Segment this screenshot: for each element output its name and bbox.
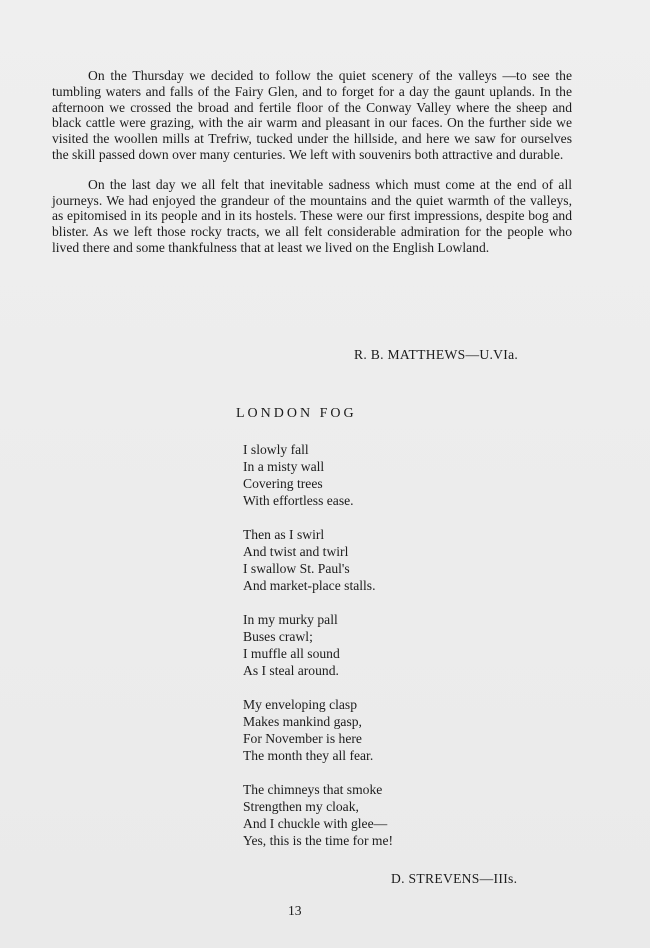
poem-stanza-3 [243,611,393,679]
poem-title: LONDON FOG [236,406,357,421]
poem-line: Yes, this is the time for me! [243,833,394,848]
poem-line: In a misty wall [243,459,325,474]
poem-stanza-4 [243,696,393,764]
poem-line: And market-place stalls. [243,578,376,593]
poem-body [243,441,393,849]
article-paragraph-1: On the Thursday we decided to follow the quiet scenery of the valleys —to see the tumbling waters and falls of the Fairy Glen, and to forget for a day the gaunt uplands. In the afternoon we crossed the broad and fertile floor of the Conway Valley where the sheep and black cattle were grazing, with the air warm and pleasant in our faces. On the further side we visited the woollen mills at Trefriw, tucked under the hillside, and here we saw for ourselves the skill passed down over many centuries. We left with souvenirs both attractive and durable. [52,68,572,162]
poem-line: The chimneys that smoke [243,782,383,797]
poem-line: Strengthen my cloak, [243,799,359,814]
article-signature: R. B. MATTHEWS—U.VIa. [354,347,519,362]
poem-line: Covering trees [243,476,323,491]
poem-line: In my murky pall [243,612,338,627]
poem-line: Then as I swirl [243,527,325,542]
poem-stanza-2 [243,526,393,594]
poem-line: And twist and twirl [243,544,349,559]
poem-line: I muffle all sound [243,646,340,661]
poem-line: And I chuckle with glee— [243,816,388,831]
article-body [52,68,572,256]
poem-line: I slowly fall [243,442,309,457]
poem-line: Makes mankind gasp, [243,714,362,729]
poem-line: Buses crawl; [243,629,313,644]
poem-line: The month they all fear. [243,748,374,763]
poem-line: With effortless ease. [243,493,354,508]
poem-signature: D. STREVENS—IIIs. [391,871,518,886]
poem-line: My enveloping clasp [243,697,358,712]
poem-line: As I steal around. [243,663,339,678]
poem-line: For November is here [243,731,362,746]
poem-line: I swallow St. Paul's [243,561,350,576]
article-paragraph-2: On the last day we all felt that inevitable sadness which must come at the end of all journeys. We had enjoyed the grandeur of the mountains and the quiet warmth of the valleys, as epitomised in its people and in its hostels. These were our first impressions, despite bog and blister. As we left those rocky tracts, we all felt considerable admiration for the people who lived there and some thankfulness that at least we lived on the English Lowland. [52,176,572,255]
poem-stanza-5 [243,781,393,849]
page-number: 13 [288,903,302,918]
poem-stanza-1 [243,441,393,509]
